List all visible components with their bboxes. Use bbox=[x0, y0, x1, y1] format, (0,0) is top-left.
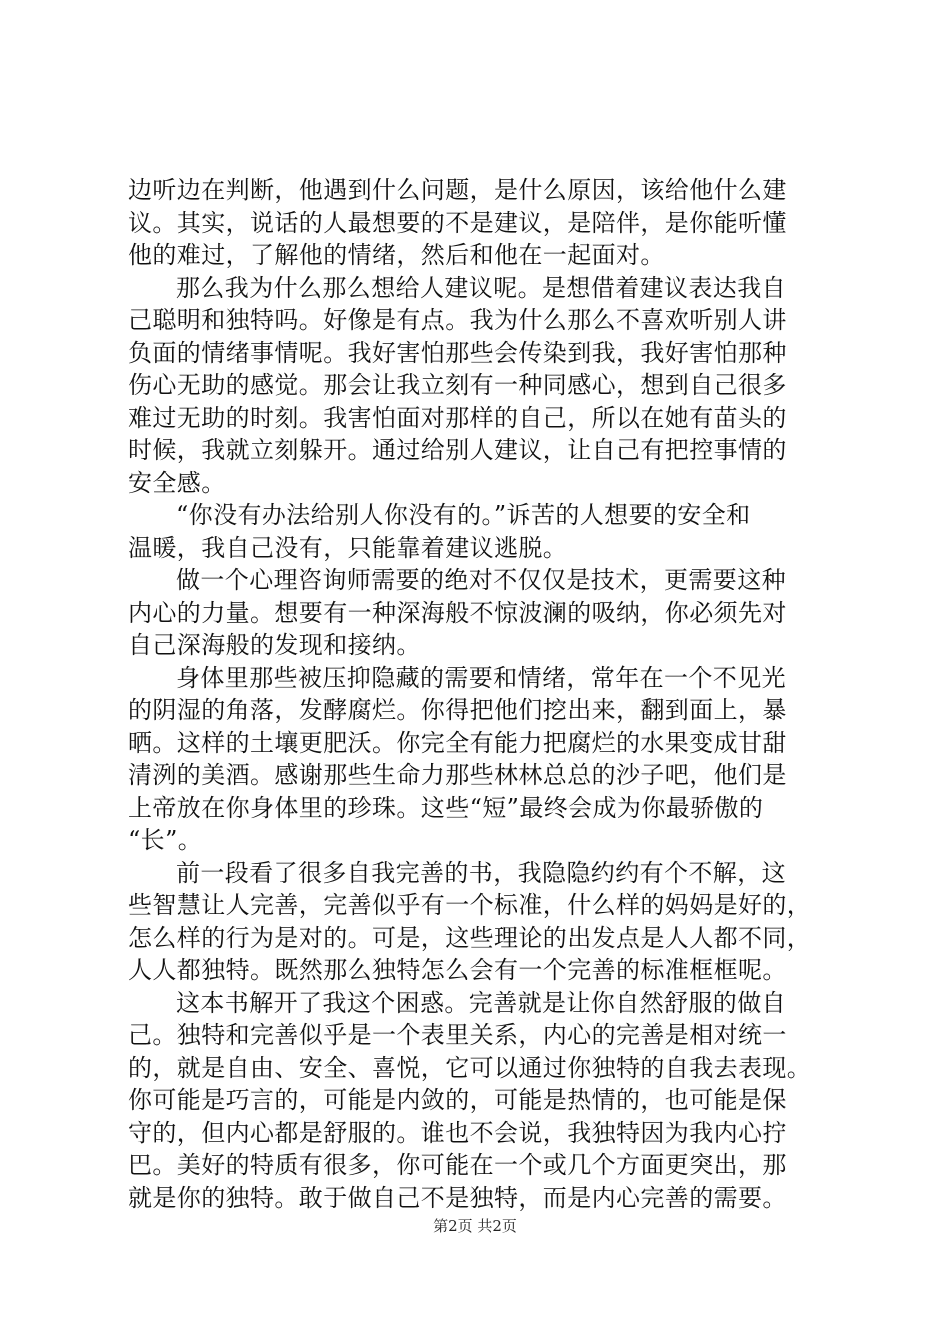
text-line: 人人都独特。既然那么独特怎么会有一个完善的标准框框呢。 bbox=[128, 956, 787, 984]
text-line: 他的难过，了解他的情绪，然后和他在一起面对。 bbox=[128, 241, 665, 269]
text-line: 那么我为什么那么想给人建议呢。是想借着建议表达我自 bbox=[176, 273, 786, 302]
text-line: 巴。美好的特质有很多，你可能在一个或几个方面更突出，那 bbox=[128, 1151, 787, 1179]
text-line: 你可能是巧言的，可能是内敛的，可能是热情的，也可能是保 bbox=[128, 1086, 787, 1114]
text-line: 伤心无助的感觉。那会让我立刻有一种同感心，想到自己很多 bbox=[128, 371, 787, 399]
text-line: 内心的力量。想要有一种深海般不惊波澜的吸纳，你必须先对 bbox=[128, 598, 787, 627]
text-line: “长”。 bbox=[128, 826, 203, 854]
text-line: 前一段看了很多自我完善的书，我隐隐约约有个不解，这 bbox=[176, 858, 786, 887]
text-line: 的阴湿的角落，发酵腐烂。你得把他们挖出来，翻到面上，暴 bbox=[128, 696, 787, 724]
text-line: 负面的情绪事情呢。我好害怕那些会传染到我，我好害怕那种 bbox=[128, 338, 787, 367]
text-line: 些智慧让人完善，完善似乎有一个标准，什么样的妈妈是好的， bbox=[128, 891, 812, 919]
text-line: 难过无助的时刻。我害怕面对那样的自己，所以在她有苗头的 bbox=[128, 403, 787, 432]
text-line: 怎么样的行为是对的。可是，这些理论的出发点是人人都不同， bbox=[128, 923, 812, 952]
text-line: 做一个心理咨询师需要的绝对不仅仅是技术，更需要这种 bbox=[176, 566, 786, 594]
text-line: 己聪明和独特吗。好像是有点。我为什么那么不喜欢听别人讲 bbox=[128, 306, 787, 334]
page-number-footer: 第2页 共2页 bbox=[433, 1217, 517, 1235]
text-line: 晒。这样的土壤更肥沃。你完全有能力把腐烂的水果变成甘甜 bbox=[128, 728, 787, 757]
text-line: 上帝放在你身体里的珍珠。这些“短”最终会成为你最骄傲的 bbox=[128, 793, 764, 822]
text-line: 安全感。 bbox=[128, 468, 226, 497]
text-line: 身体里那些被压抑隐藏的需要和情绪，常年在一个不见光 bbox=[176, 663, 786, 692]
text-line: 这本书解开了我这个困惑。完善就是让你自然舒服的做自 bbox=[176, 988, 786, 1017]
text-line: 己。独特和完善似乎是一个表里关系，内心的完善是相对统一 bbox=[128, 1021, 787, 1049]
text-line: 边听边在判断，他遇到什么问题，是什么原因，该给他什么建 bbox=[128, 176, 787, 204]
text-line: 的，就是自由、安全、喜悦，它可以通过你独特的自我去表现。 bbox=[128, 1053, 812, 1082]
text-line: 时候，我就立刻躲开。通过给别人建议，让自己有把控事情的 bbox=[128, 436, 787, 464]
text-line: 温暖，我自己没有，只能靠着建议逃脱。 bbox=[128, 533, 568, 562]
text-line: 清洌的美酒。感谢那些生命力那些林林总总的沙子吧，他们是 bbox=[128, 761, 787, 789]
text-line: 就是你的独特。敢于做自己不是独特，而是内心完善的需要。 bbox=[128, 1183, 787, 1212]
text-line: 守的，但内心都是舒服的。谁也不会说，我独特因为我内心拧 bbox=[128, 1118, 787, 1147]
text-line: “你没有办法给别人你没有的。”诉苦的人想要的安全和 bbox=[176, 501, 751, 529]
document-body bbox=[128, 174, 828, 1214]
text-line: 议。其实，说话的人最想要的不是建议，是陪伴，是你能听懂 bbox=[128, 208, 787, 237]
text-line: 自己深海般的发现和接纳。 bbox=[128, 631, 421, 659]
